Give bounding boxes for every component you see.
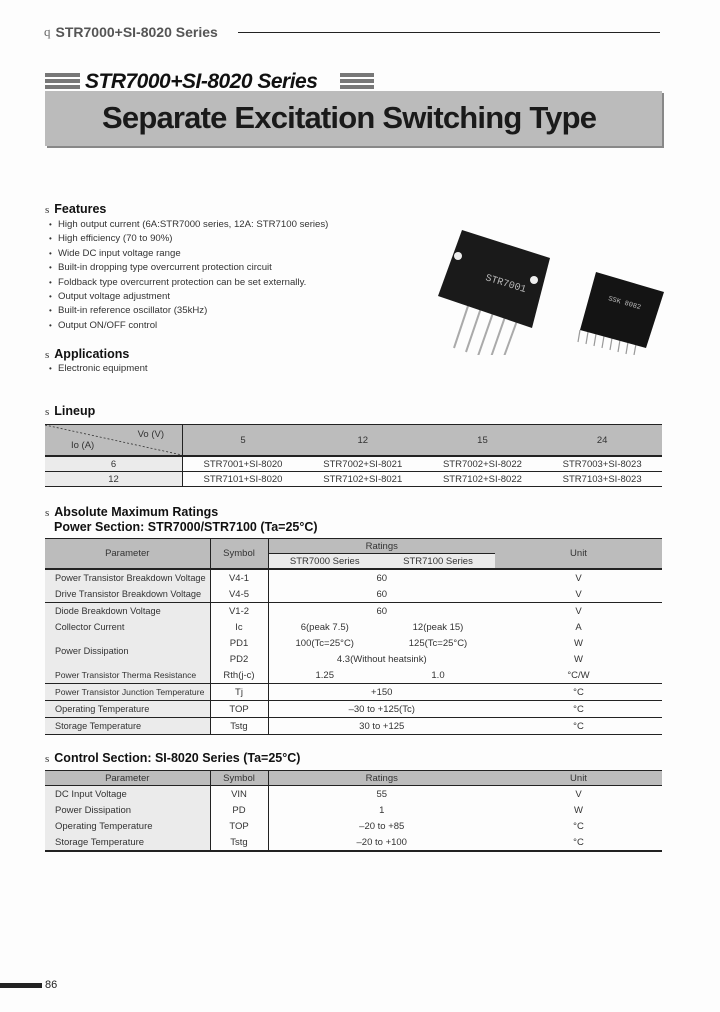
list-item: • Wide DC input voltage range bbox=[49, 247, 181, 259]
column-header: 15 bbox=[423, 425, 543, 457]
features-list bbox=[49, 218, 328, 333]
lineup-table bbox=[45, 424, 662, 487]
section-marker: s bbox=[45, 349, 50, 361]
decorative-bars-right bbox=[339, 73, 374, 93]
table-header-row: Parameter Symbol Ratings Unit bbox=[45, 771, 662, 786]
list-item: • High efficiency (70 to 90%) bbox=[49, 233, 173, 245]
table-header-row bbox=[45, 425, 662, 457]
abs-max-heading-text: Absolute Maximum Ratings bbox=[54, 505, 219, 519]
decorative-bars-left bbox=[45, 73, 80, 93]
list-item: • Output voltage adjustment bbox=[49, 290, 170, 302]
table-row: DC Input Voltage VIN 55 V bbox=[45, 786, 662, 803]
svg-text:STR7001: STR7001 bbox=[483, 273, 528, 297]
abs-max-heading bbox=[45, 505, 218, 519]
table-row: Storage Temperature Tstg –20 to +100 °C bbox=[45, 834, 662, 851]
lineup-heading bbox=[45, 404, 95, 418]
section-marker: s bbox=[45, 204, 50, 216]
section-marker: s bbox=[45, 753, 50, 765]
applications-heading bbox=[45, 347, 129, 361]
table-row: Power Transistor Breakdown Voltage V4-1 60 V bbox=[45, 569, 662, 586]
page-title: Separate Excitation Switching Type bbox=[102, 100, 597, 135]
table-row: Operating Temperature TOP –20 to +85 °C bbox=[45, 818, 662, 834]
table-row: 6 STR7001+SI-8020 STR7002+SI-8021 STR7002+SI-8022 STR7003+SI-8023 bbox=[45, 456, 662, 472]
table-row: Power Dissipation PD 1 W bbox=[45, 802, 662, 818]
footer-bar bbox=[0, 983, 42, 988]
svg-text:SSK 8082: SSK 8082 bbox=[607, 295, 642, 313]
table-row: Diode Breakdown Voltage V1-2 60 V bbox=[45, 603, 662, 620]
table-row: Operating Temperature TOP –30 to +125(Tc) °C bbox=[45, 701, 662, 718]
table-row: PD2 4.3(Without heatsink) W bbox=[45, 651, 662, 667]
table-row: Power Transistor Therma Resistance Rth(j-c) 1.25 1.0 °C/W bbox=[45, 667, 662, 684]
str7001-chip-icon bbox=[438, 230, 550, 355]
column-header: 24 bbox=[542, 425, 662, 457]
table-row: Power Dissipation PD1 100(Tc=25°C) 125(Tc=25°C) W bbox=[45, 635, 662, 651]
corner-cell: Vo (V) Io (A) bbox=[45, 425, 183, 457]
table-row: 12 STR7101+SI-8020 STR7102+SI-8021 STR7102+SI-8022 STR7103+SI-8023 bbox=[45, 472, 662, 487]
control-heading-text: Control Section: SI-8020 Series (Ta=25°C) bbox=[54, 751, 301, 765]
features-heading bbox=[45, 202, 106, 216]
list-item: • Built-in dropping type overcurrent protection circuit bbox=[49, 262, 272, 274]
table-row: Drive Transistor Breakdown Voltage V4-5 60 V bbox=[45, 586, 662, 603]
control-section-table bbox=[45, 770, 662, 852]
section-marker: s bbox=[45, 507, 50, 519]
features-heading-text: Features bbox=[54, 202, 107, 216]
table-row: Collector Current Ic 6(peak 7.5) 12(peak 15) A bbox=[45, 619, 662, 635]
table-row: Power Transistor Junction Temperature Tj +150 °C bbox=[45, 684, 662, 701]
column-header: 12 bbox=[303, 425, 423, 457]
section-marker: s bbox=[45, 406, 50, 418]
table-header-row: Parameter Symbol Ratings Unit bbox=[45, 539, 662, 554]
list-item: • Built-in reference oscillator (35kHz) bbox=[49, 305, 208, 317]
list-item: • Foldback type overcurrent protection can be set externally. bbox=[49, 276, 307, 288]
list-item: • High output current (6A:STR7000 series, 12A: STR7100 series) bbox=[49, 219, 329, 230]
running-header-title: STR7000+SI-8020 Series bbox=[55, 24, 218, 40]
power-section-table: Parameter Symbol Ratings Unit STR7000 Series STR7100 Series Power Transistor Breakdown Voltage V4-1 60 V Drive Transistor Breakdown Voltage V4-5 60 V Diode Breakdown Voltage V1-2 60 V Collector Current Ic 6(peak 7.5) 12(peak 15) A Power Dissipation PD1 100(Tc=25°C) 125(Tc=25°C) W PD2 4.3(Without heatsink) W Power Transistor Therma Resistance Rth(j-c) 1.25 1.0 °C/W Power Transistor Junction Temperature Tj +150 °C Operating Temperature TOP –30 to +125(Tc) °C Storage Temperature Tstg 30 to +125 °C bbox=[45, 538, 662, 735]
running-header bbox=[44, 24, 218, 40]
control-section-heading bbox=[45, 751, 300, 765]
header-rule bbox=[238, 32, 660, 33]
series-title: STR7000+SI-8020 Series bbox=[85, 70, 318, 93]
list-item: • Electronic equipment bbox=[49, 363, 148, 374]
column-header: 5 bbox=[183, 425, 303, 457]
si8020-chip-icon bbox=[578, 272, 664, 355]
section-marker: q bbox=[44, 24, 51, 39]
applications-list bbox=[49, 362, 148, 376]
list-item: • Output ON/OFF control bbox=[49, 319, 158, 331]
lineup-heading-text: Lineup bbox=[54, 404, 96, 418]
page-number: 86 bbox=[45, 979, 58, 991]
product-photo bbox=[420, 220, 680, 355]
power-section-subheading: Power Section: STR7000/STR7100 (Ta=25°C) bbox=[54, 520, 318, 534]
table-row: Storage Temperature Tstg 30 to +125 °C bbox=[45, 718, 662, 735]
applications-heading-text: Applications bbox=[54, 347, 130, 361]
